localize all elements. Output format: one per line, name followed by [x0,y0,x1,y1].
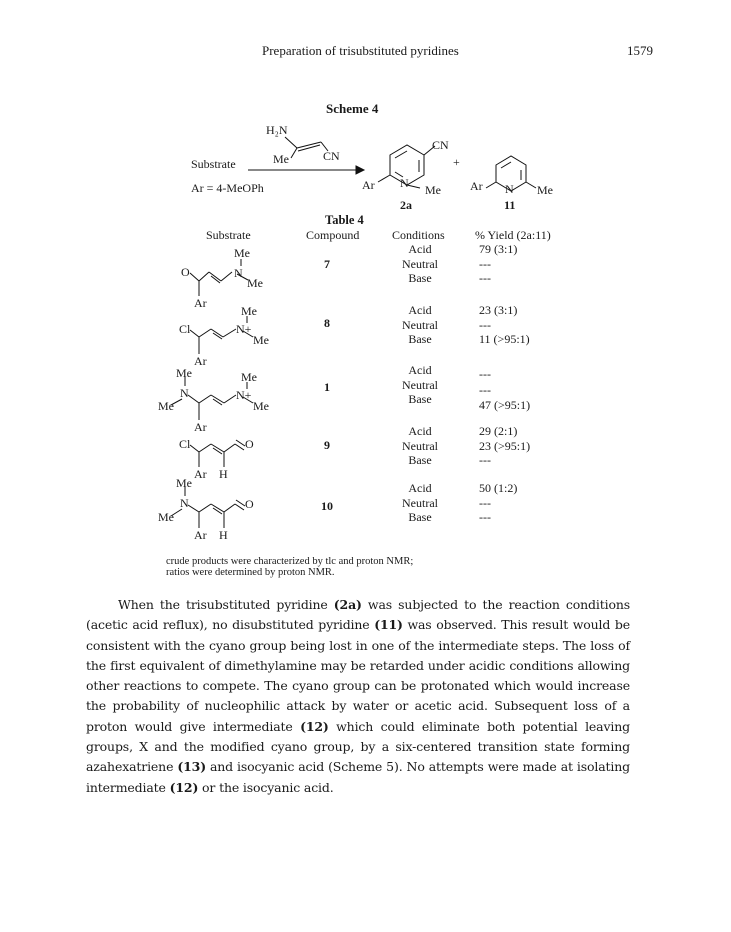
condition-base: Base [408,510,432,524]
condition-acid: Acid [408,424,432,438]
body-seg-1: When the trisubstituted pyridine [118,597,334,612]
footnote-line-1: crude products were characterized by tlc and proton NMR; [166,556,414,567]
running-title: Preparation of trisubstituted pyridines [262,43,459,58]
s9-ar: Ar [194,467,207,481]
condition-base: Base [408,332,432,346]
s8-cl: Cl [179,322,191,336]
yield-base: --- [479,271,491,285]
row-yields [479,481,517,525]
col-yield: % Yield (2a:11) [475,228,551,242]
s1-me-left: Me [158,399,174,413]
body-seg-6: or the isocyanic acid. [198,779,334,795]
s1-nplus: N+ [236,388,252,402]
product-11-me: Me [537,183,553,197]
yield-acid: 23 (3:1) [479,303,518,317]
condition-base: Base [408,392,432,406]
product-2a-cn: CN [432,138,449,152]
ref-12b: (12) [169,779,199,795]
s7-o: O [181,265,190,279]
ref-12: (12) [300,718,329,734]
product-2a-me: Me [425,183,441,197]
condition-acid: Acid [408,303,432,317]
yield-acid: --- [479,367,491,381]
row-yields [479,242,517,286]
s10-h: H [219,528,228,542]
s8-nplus: N+ [236,322,252,336]
s1-n-left: N [180,386,189,400]
reagent-cn: CN [323,149,340,163]
footnote-line-2: ratios were determined by proton NMR. [166,567,335,578]
condition-base: Base [408,271,432,285]
s8-ar: Ar [194,354,207,368]
yield-acid: 79 (3:1) [479,242,518,256]
product-2a-n: N [400,176,409,190]
yield-neutral: --- [479,256,491,271]
ref-11: (11) [374,617,403,633]
s1-me-left-top: Me [176,366,192,380]
s7-me-right: Me [247,276,263,290]
row-yields [479,303,530,347]
substrate-label: Substrate [191,157,236,171]
s9-o: O [245,437,254,451]
s7-me-top: Me [234,246,250,260]
yield-base: --- [479,510,491,524]
yield-acid: 29 (2:1) [479,424,518,438]
row-compound: 8 [324,316,330,330]
ar-definition: Ar = 4-MeOPh [191,181,264,195]
s10-me-left: Me [158,510,174,524]
yield-base: 11 (>95:1) [479,332,530,346]
body-seg-4: which could eliminate both potential leaving groups, X and the modified cyano group, by a six-centered transition state forming azahexatriene [86,718,630,775]
body-seg-2: was subjected to the reaction conditions (acetic acid reflux), no disubstituted pyridine [86,597,630,633]
s1-me-top: Me [241,370,257,384]
yield-neutral: --- [479,317,491,332]
row-compound: 7 [324,257,330,271]
condition-base: Base [408,453,432,467]
col-conditions: Conditions [392,228,445,242]
s10-n: N [180,496,189,510]
row-conditions [390,424,450,468]
col-substrate: Substrate [206,228,251,242]
table-footnote [166,556,413,578]
row-conditions [390,363,450,407]
s8-me-top: Me [241,304,257,318]
s10-o: O [245,497,254,511]
row-conditions [390,242,450,286]
s1-me-right: Me [253,399,269,413]
row-conditions [390,481,450,525]
page-number: 1579 [627,43,653,58]
yield-neutral: --- [479,382,491,397]
row-conditions [390,303,450,347]
scheme-plus: + [453,155,460,169]
condition-neutral: Neutral [402,317,438,332]
row-compound: 9 [324,438,330,452]
condition-neutral: Neutral [402,377,438,392]
yield-base: 47 (>95:1) [479,398,531,412]
yield-neutral: --- [479,495,491,510]
body-seg-3: was observed. This result would be consistent with the cyano group being lost in one of the intermediate steps. The loss of the first equivalent of dimethylamine may be retarded under acidic conditions allowing other reactions to compete. The cyano group can be protonated which would increase the probability of nucleophilic attack by water or acetic acid. Subsequent loss of a proton would give intermediate [86,617,630,734]
condition-neutral: Neutral [402,438,438,453]
condition-neutral: Neutral [402,495,438,510]
ref-13: (13) [177,759,206,775]
condition-acid: Acid [408,363,432,377]
s7-ar: Ar [194,296,207,310]
yield-neutral: 23 (>95:1) [479,438,531,453]
product-2a-ar: Ar [362,178,375,192]
body-seg-5: and isocyanic acid (Scheme 5). No attempts were made at isolating intermediate [86,759,630,795]
condition-neutral: Neutral [402,256,438,271]
s1-ar: Ar [194,420,207,434]
s10-me-top: Me [176,476,192,490]
col-compound: Compound [306,228,360,242]
row-compound: 10 [321,499,333,513]
table-title: Table 4 [325,213,364,227]
yield-acid: 50 (1:2) [479,481,518,495]
row-yields [479,424,530,468]
product-11-n: N [505,182,514,196]
s9-cl: Cl [179,437,191,451]
yield-base: --- [479,453,491,467]
s10-ar: Ar [194,528,207,542]
row-compound: 1 [324,380,330,394]
condition-acid: Acid [408,481,432,495]
product-11-label: 11 [504,198,516,212]
s7-n: N [234,266,243,280]
scheme-title: Scheme 4 [326,101,379,116]
row-yields [479,367,530,413]
product-11-ar: Ar [470,179,483,193]
s9-h: H [219,467,228,481]
s8-me-right: Me [253,333,269,347]
ref-2a: (2a) [333,597,362,612]
reagent-h2n: H₂N [266,123,288,137]
product-2a-label: 2a [400,198,412,212]
condition-acid: Acid [408,242,432,256]
reagent-me: Me [273,152,289,166]
body-paragraph [86,595,630,798]
